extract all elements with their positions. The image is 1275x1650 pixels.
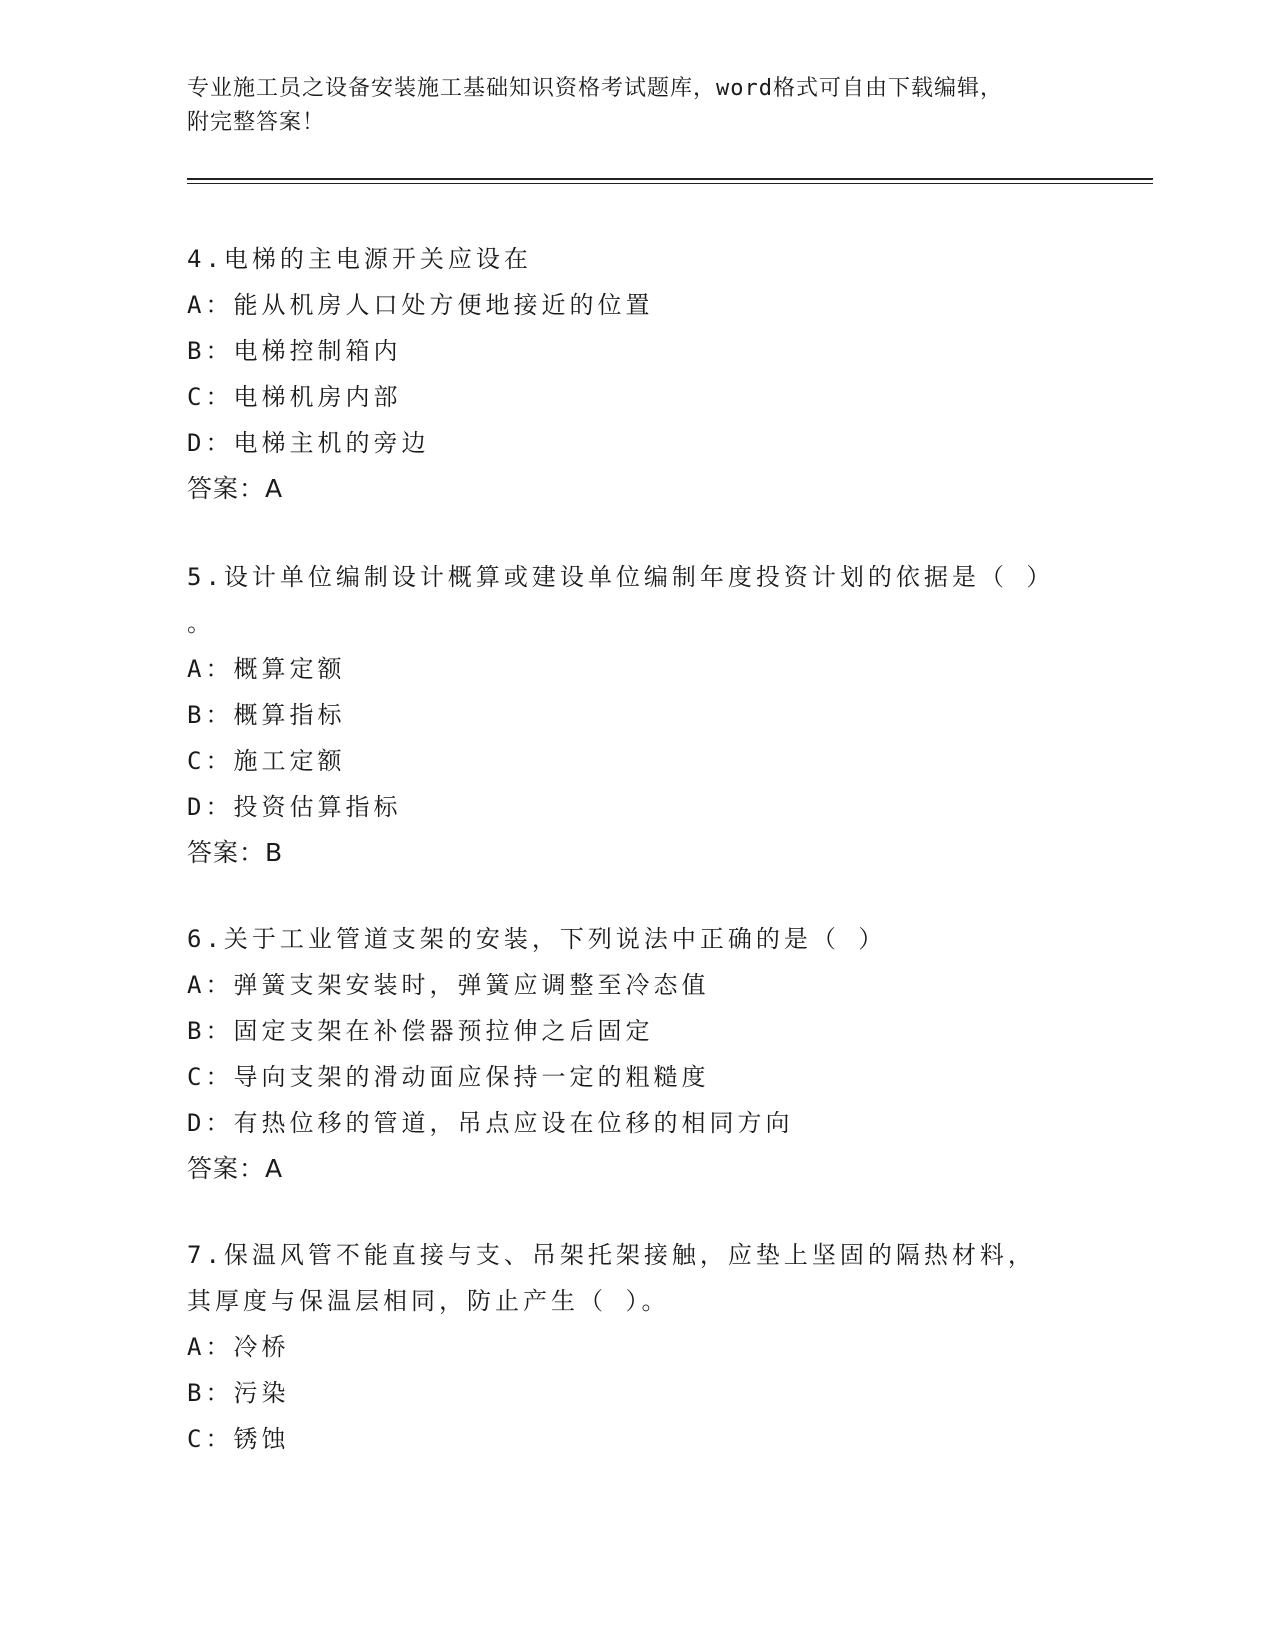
option-d: D：有热位移的管道，吊点应设在位移的相同方向 (187, 1109, 794, 1137)
option-a: A：弹簧支架安装时，弹簧应调整至冷态值 (187, 971, 710, 999)
option-a: A：能从机房人口处方便地接近的位置 (187, 291, 654, 319)
header-divider (187, 178, 1153, 184)
question-6 (187, 916, 1087, 1192)
question-5 (187, 554, 1087, 876)
header-line-1: 专业施工员之设备安装施工基础知识资格考试题库，word格式可自由下载编辑， (187, 76, 1003, 101)
header-line-2: 附完整答案！ (187, 110, 326, 135)
option-c: C：电梯机房内部 (187, 383, 402, 411)
question-stem: 7.保温风管不能直接与支、吊架托架接触，应垫上坚固的隔热材料， (187, 1241, 1036, 1269)
question-stem: 6.关于工业管道支架的安装，下列说法中正确的是（ ） (187, 925, 887, 953)
option-b: B：固定支架在补偿器预拉伸之后固定 (187, 1017, 654, 1045)
answer: 答案：A (187, 474, 284, 503)
answer: 答案：B (187, 838, 284, 867)
option-c: C：施工定额 (187, 747, 346, 775)
question-stem-continued: 其厚度与保温层相同，防止产生（ ）。 (187, 1287, 670, 1315)
option-d: D：电梯主机的旁边 (187, 429, 430, 457)
option-b: B：概算指标 (187, 701, 346, 729)
question-stem-continued: 。 (187, 609, 215, 637)
question-stem: 4.电梯的主电源开关应设在 (187, 245, 532, 273)
question-list (187, 236, 1087, 1462)
question-stem: 5.设计单位编制设计概算或建设单位编制年度投资计划的依据是（ ） (187, 563, 1055, 591)
document-header (187, 72, 1107, 140)
option-b: B：污染 (187, 1379, 290, 1407)
question-4 (187, 236, 1087, 512)
option-a: A：冷桥 (187, 1333, 290, 1361)
question-7 (187, 1232, 1087, 1462)
option-d: D：投资估算指标 (187, 793, 402, 821)
option-a: A：概算定额 (187, 655, 346, 683)
answer: 答案：A (187, 1154, 284, 1183)
option-c: C：锈蚀 (187, 1425, 290, 1453)
option-c: C：导向支架的滑动面应保持一定的粗糙度 (187, 1063, 710, 1091)
option-b: B：电梯控制箱内 (187, 337, 402, 365)
